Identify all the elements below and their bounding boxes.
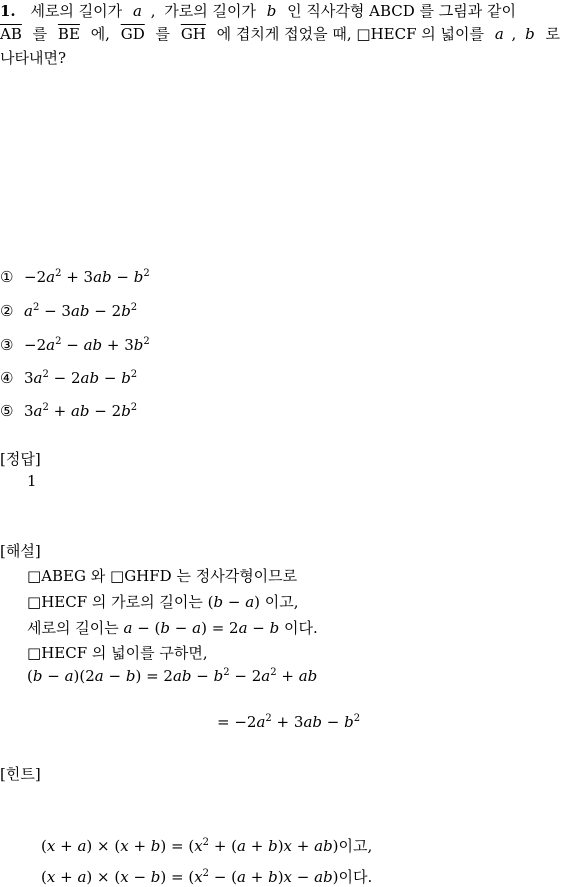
explanation-line-1: □ABEG 와 □GHFD 는 정사각형이므로 [27,567,298,585]
segment-gh: $\overline{GH}$ [180,25,206,43]
question-number: 1. [0,2,16,20]
question-text: 에 겹치게 접었을 때, □HECF 의 넓이를 [216,25,485,43]
choice-expression: $3a^2$ + ab − $2b^2$ [24,402,138,420]
choice-marker: ② [0,302,14,320]
question-text: 를 [155,25,171,43]
question-text: 나타내면? [0,49,67,67]
explanation-line-6: = $-2a^2 + 3ab - b^2$ [217,713,361,731]
question-line-2 [0,23,560,45]
explanation-line-5: $(b - a)(2a - b) = 2ab - b^2 - 2a^2$ + ab [27,667,318,685]
variable-b: b [266,2,277,20]
choice-expression: $-2a^2$ − ab + $3b^2$ [24,336,150,354]
segment-gd: $\overline{GD}$ [120,25,145,43]
segment-ab: $\overline{AB}$ [0,25,22,43]
question-text: 로 [545,25,560,43]
hint-line-1: $(x + a) \times (x + b) = (x^2 + (a + b)x + ab)$이고, [41,837,373,855]
answer-label: [정답] [0,450,41,468]
choice-expression: $-2a^2 + 3ab - b^2$ [24,268,150,286]
question-text: 세로의 길이가 [30,2,123,20]
choice-expression: $3a^2 - 2ab - b^2$ [24,369,138,387]
variable-a: a [132,2,142,20]
hint-line-2: $(x + a) \times (x - b) = (x^2 - (a + b)x - ab)$이다. [41,868,373,886]
question-text: 인 직사각형 ABCD 를 그림과 같이 [287,2,517,20]
comma: , [150,2,156,20]
choice-5[interactable] [0,402,137,420]
choice-expression: $a^2 - 3ab - 2b^2$ [24,302,138,320]
variable-a: a [494,25,504,43]
answer-value: 1 [27,472,37,490]
explanation-line-2: □HECF 의 가로의 길이는 (b − a) 이고, [27,593,299,611]
question-text: 에, [90,25,110,43]
explanation-line-3: 세로의 길이는 a − (b − a) = 2a − b 이다. [27,619,318,637]
segment-be: $\overline{BE}$ [57,25,80,43]
question-line-3 [0,47,66,69]
variable-b: b [525,25,535,43]
question-text: 를 [32,25,48,43]
choice-marker: ① [0,268,14,286]
comma: , [511,25,517,43]
choice-3[interactable] [0,336,150,354]
choice-marker: ③ [0,336,14,354]
choice-4[interactable] [0,369,137,387]
explanation-line-4: □HECF 의 넓이를 구하면, [27,644,208,662]
question-text: 가로의 길이가 [164,2,256,20]
hint-label: [힌트] [0,765,41,783]
choice-2[interactable] [0,302,137,320]
question-line-1 [0,0,516,22]
choice-marker: ④ [0,369,14,387]
explanation-label: [해설] [0,542,41,560]
choice-marker: ⑤ [0,402,14,420]
choice-1[interactable] [0,268,150,286]
